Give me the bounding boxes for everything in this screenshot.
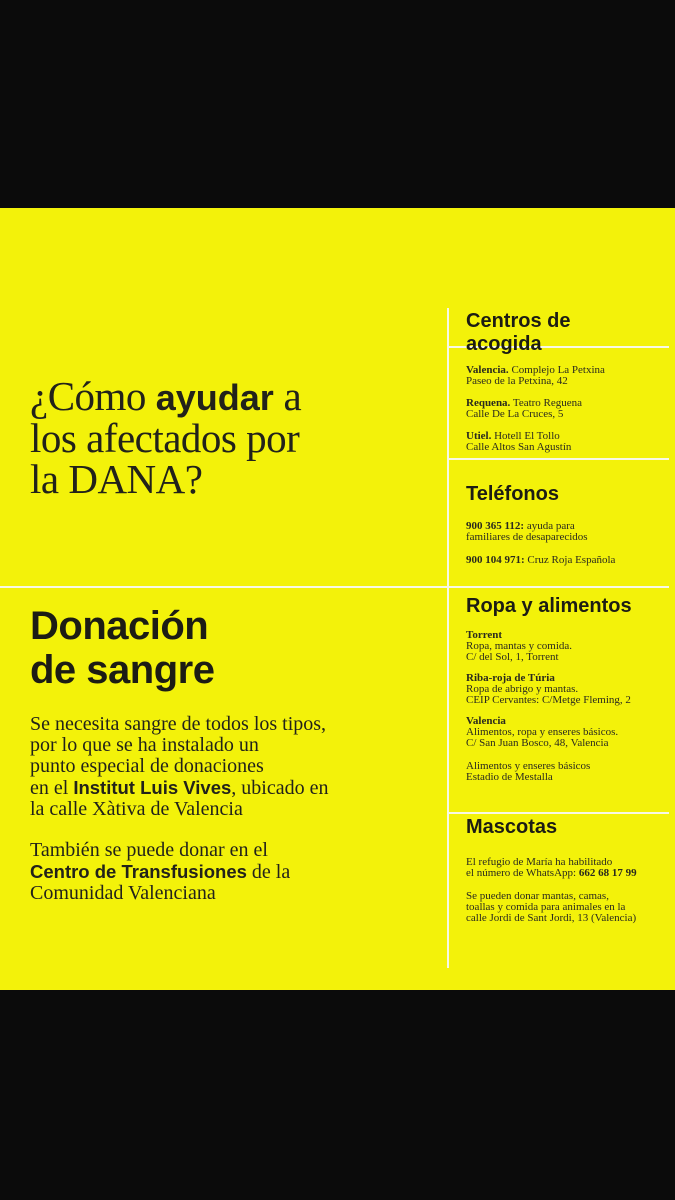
phone-number: 900 365 112:: [466, 520, 525, 532]
telefonos-section: [466, 483, 615, 566]
ropa-line: Alimentos y enseres básicos: [466, 760, 591, 772]
ropa-line: CEIP Cervantes: C/Metge Fleming, 2: [466, 694, 631, 706]
centro-city: Requena.: [466, 397, 511, 409]
headline-post: a: [273, 373, 302, 419]
headline-bold: ayudar: [155, 377, 274, 418]
info-poster: [0, 208, 675, 990]
ropa-item: [466, 673, 632, 706]
mascotas-line: [466, 868, 637, 879]
donation-p2-line: [30, 861, 430, 883]
centro-address: Calle Altos San Agustín: [466, 441, 572, 453]
ropa-item: [466, 761, 632, 783]
centro-place: Complejo La Petxina: [508, 364, 605, 376]
centro-name: Centro de Transfusiones: [30, 861, 247, 882]
centro-place: Teatro Reguena: [510, 397, 583, 409]
ropa-place-name: Riba-roja de Túria: [466, 672, 555, 684]
mascotas-section: [466, 816, 637, 924]
right-column: [466, 208, 671, 990]
phone-desc: familiares de desaparecidos: [466, 531, 588, 543]
centro-city: Utiel.: [466, 430, 492, 442]
centros-title-1: Centros de: [466, 310, 571, 332]
headline-pre: ¿Cómo: [30, 373, 156, 419]
phone-number: 900 104 971:: [466, 554, 525, 566]
phone-item: [466, 521, 615, 543]
mascotas-item: [466, 891, 637, 924]
donation-p1-line: Se necesita sangre de todos los tipos,: [30, 713, 327, 735]
donation-paragraph-1: [30, 714, 430, 820]
centro-item: [466, 398, 605, 420]
donation-p1-line: punto especial de donaciones: [30, 755, 264, 777]
centro-address: Paseo de la Petxina, 42: [466, 375, 568, 387]
ropa-place-name: Valencia: [466, 715, 506, 727]
phone-desc: ayuda para: [524, 520, 575, 532]
ropa-line: Estadio de Mestalla: [466, 771, 553, 783]
headline-line-2: los afectados por: [30, 415, 300, 461]
centro-place: Hotell El Tollo: [491, 430, 560, 442]
centro-item: [466, 431, 605, 453]
mascotas-line: toallas y comida para animales en la: [466, 901, 626, 913]
centro-city: Valencia.: [466, 364, 509, 376]
mascotas-line: calle Jordi de Sant Jordi, 13 (Valencia): [466, 912, 637, 924]
donation-title-1: Donación: [30, 604, 209, 648]
donation-p1-line: la calle Xàtiva de Valencia: [30, 798, 243, 820]
donation-p1-line: por lo que se ha instalado un: [30, 734, 259, 756]
centro-address: Calle De La Cruces, 5: [466, 408, 564, 420]
centros-title-2: acogida: [466, 333, 542, 355]
donation-p2-line: Comunidad Valenciana: [30, 882, 216, 904]
centros-section: [466, 310, 605, 453]
phone-item: [466, 555, 615, 566]
ropa-line: Ropa de abrigo y mantas.: [466, 683, 579, 695]
phone-desc: Cruz Roja Española: [524, 554, 616, 566]
ropa-place-name: Torrent: [466, 629, 503, 641]
ropa-section: [466, 595, 632, 783]
divider-vertical: [447, 308, 449, 968]
ropa-line: C/ del Sol, 1, Torrent: [466, 651, 559, 663]
mascotas-item: [466, 857, 637, 879]
headline-question: [30, 373, 430, 502]
text-span: , ubicado en: [231, 777, 329, 799]
ropa-line: Ropa, mantas y comida.: [466, 640, 573, 652]
whatsapp-number: 662 68 17 99: [578, 867, 637, 879]
text-span: de la: [246, 861, 291, 883]
ropa-line: C/ San Juan Bosco, 48, Valencia: [466, 737, 609, 749]
institut-name: Institut Luis Vives: [73, 777, 232, 798]
mascotas-line: Se pueden donar mantas, camas,: [466, 890, 609, 902]
telefonos-title: Teléfonos: [466, 483, 559, 505]
headline-line-3: la DANA?: [30, 456, 203, 502]
ropa-item: [466, 716, 632, 749]
donation-p2-line: También se puede donar en el: [30, 839, 268, 861]
mascotas-title: Mascotas: [466, 816, 558, 838]
text-span: en el: [30, 777, 74, 799]
donation-section: [30, 604, 430, 904]
divider-left-horizontal: [0, 586, 447, 588]
ropa-title: Ropa y alimentos: [466, 595, 632, 617]
donation-paragraph-2: [30, 840, 430, 904]
donation-p1-line: [30, 777, 430, 799]
mascotas-line: El refugio de María ha habilitado: [466, 856, 613, 868]
centro-item: [466, 365, 605, 387]
ropa-line: Alimentos, ropa y enseres básicos.: [466, 726, 619, 738]
text-span: el número de WhatsApp:: [466, 867, 579, 879]
ropa-item: [466, 630, 632, 663]
donation-title-2: de sangre: [30, 648, 215, 692]
